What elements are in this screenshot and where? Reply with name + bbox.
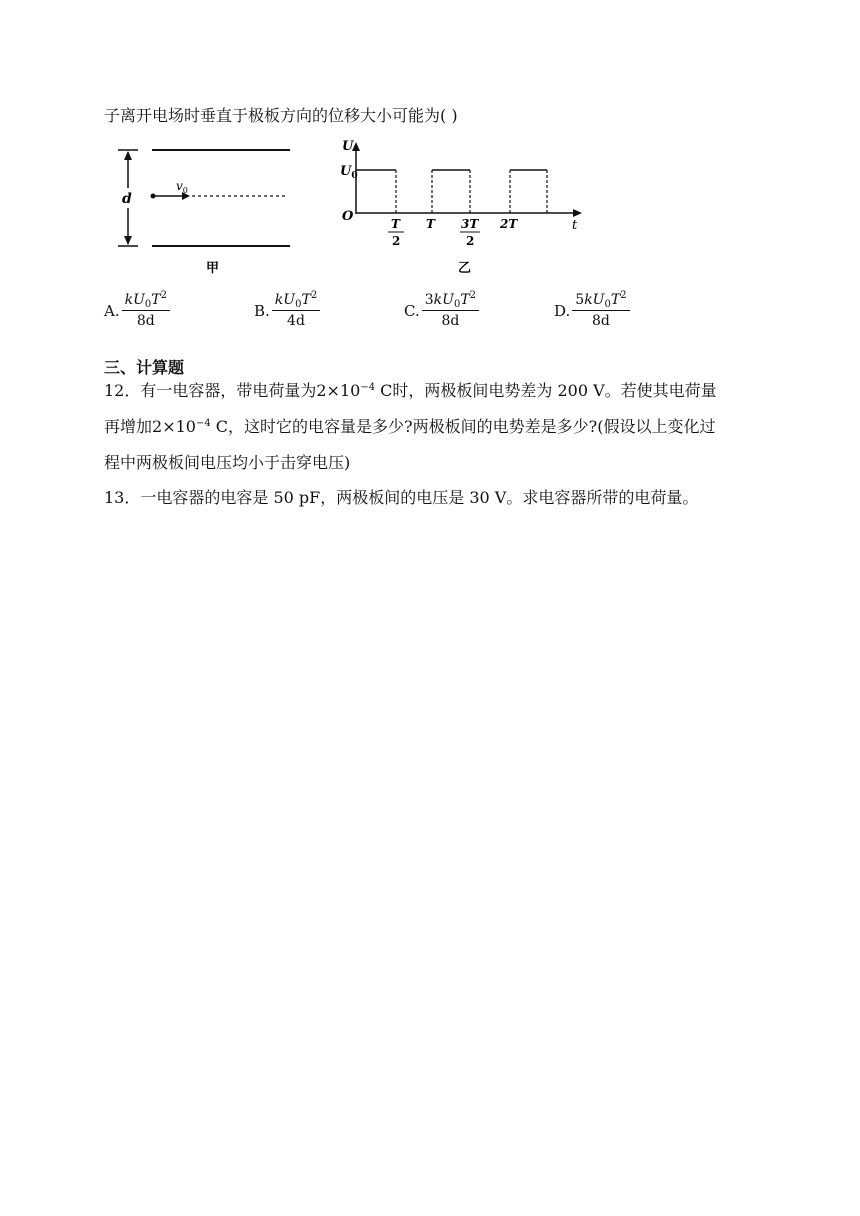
t-axis-label: t: [572, 218, 578, 233]
svg-text:U0: [340, 164, 358, 181]
tick-half-T-den: 2: [392, 234, 401, 248]
q13-text: 13．一电容器的电容是 50 pF，两极板间的电压是 30 V。求电容器所带的电荷量。: [104, 488, 699, 507]
v-label: v: [176, 179, 183, 193]
option-a-fraction: $\frac{kU_0T^2}{8d}$: [122, 292, 170, 329]
tick-T: T: [426, 217, 435, 231]
caption-jia: 甲: [206, 261, 220, 276]
option-d[interactable]: D. $\frac{5kU_0T^2}{8d}$: [554, 292, 630, 329]
u-axis-label: U: [342, 139, 354, 154]
v-sub: 0: [182, 186, 188, 195]
question-text: 子离开电场时垂直于极板方向的位移大小可能为( ): [104, 106, 458, 125]
caption-yi: 乙: [458, 261, 472, 274]
option-d-fraction: $\frac{5kU_0T^2}{8d}$: [572, 292, 629, 329]
option-c-fraction: $\frac{3kU_0T^2}{8d}$: [422, 292, 479, 329]
tick-3T-den: 2: [466, 234, 475, 248]
option-b[interactable]: B. $\frac{kU_0T^2}{4d}$: [254, 292, 320, 329]
tick-half-T-num: T: [391, 217, 400, 231]
origin-label: O: [342, 209, 354, 224]
option-c[interactable]: C. $\frac{3kU_0T^2}{8d}$: [404, 292, 479, 329]
tick-3T-num: 3T: [461, 217, 479, 231]
section-heading: 三、计算题: [104, 358, 185, 377]
u0-label: U: [340, 164, 352, 179]
d-label: d: [122, 191, 132, 207]
svg-text:v0: [176, 179, 188, 195]
q12-line-1: 12．有一电容器，带电荷量为$2\times 10^{-4}$ C时，两极板间电势差为 200 V。若使其电荷量: [104, 381, 717, 400]
option-b-fraction: $\frac{kU_0T^2}{4d}$: [272, 292, 320, 329]
option-a[interactable]: A. $\frac{kU_0T^2}{8d}$: [104, 292, 170, 329]
q12-line-2: 再增加$2\times 10^{-4}$ C，这时它的电容量是多少?两极板间的电势差是多少?(假设以上变化过: [104, 417, 716, 436]
q12-line-3: 程中两极板间电压均小于击穿电压): [104, 453, 351, 472]
tick-2T: 2T: [500, 217, 518, 231]
figure-square-wave: [336, 134, 596, 274]
u0-sub: 0: [351, 171, 358, 181]
figure-plates: [112, 140, 312, 280]
